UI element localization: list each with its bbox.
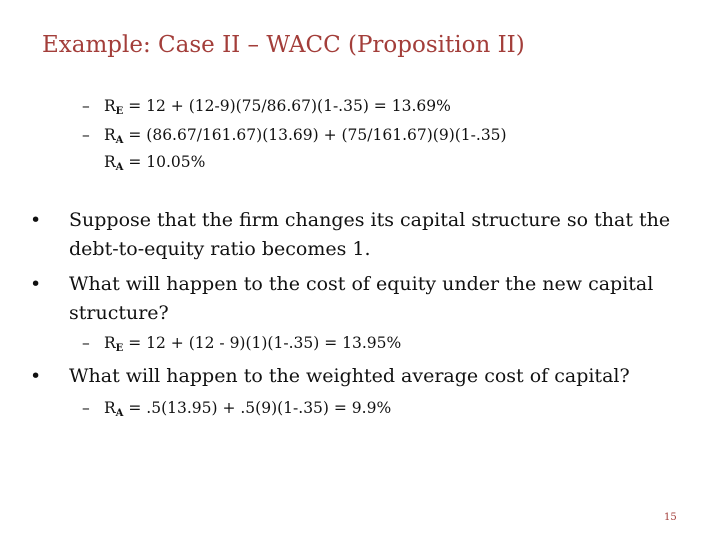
- symbol-r: R: [104, 97, 116, 115]
- page-number: 15: [664, 512, 677, 523]
- answer-wacc: [82, 399, 391, 419]
- subscript-a: A: [115, 135, 124, 146]
- subscript-e: E: [115, 343, 124, 354]
- dash-marker: –: [82, 334, 90, 352]
- bullet-marker: •: [30, 365, 42, 387]
- bullet-marker: •: [30, 273, 42, 295]
- calc-line-cost-of-equity: [82, 97, 451, 117]
- formula-text: = 10.05%: [123, 153, 206, 171]
- subscript-a: A: [115, 408, 124, 419]
- subscript-e: E: [115, 106, 124, 117]
- subscript-a: A: [115, 162, 124, 173]
- dash-marker: –: [82, 97, 90, 115]
- bullet-marker: •: [30, 209, 42, 231]
- answer-cost-of-equity: [82, 334, 401, 354]
- symbol-r: R: [104, 126, 116, 144]
- formula-text: = (86.67/161.67)(13.69) + (75/161.67)(9)(1-.35): [123, 126, 507, 144]
- symbol-r: R: [104, 399, 116, 417]
- dash-marker: –: [82, 126, 90, 144]
- calc-line-wacc-result: [82, 153, 205, 173]
- symbol-r: R: [104, 153, 116, 171]
- calc-line-wacc-formula: [82, 126, 507, 146]
- symbol-r: R: [104, 334, 116, 352]
- bullet-cost-of-equity-question: [30, 270, 690, 328]
- slide-title: Example: Case II – WACC (Proposition II): [42, 32, 525, 58]
- formula-text: = 12 + (12-9)(75/86.67)(1-.35) = 13.69%: [123, 97, 451, 115]
- bullet-text: What will happen to the cost of equity under the new capital structure?: [69, 273, 654, 324]
- bullet-wacc-question: [30, 362, 690, 391]
- bullet-text: What will happen to the weighted average cost of capital?: [69, 365, 630, 387]
- bullet-capital-structure-change: [30, 206, 690, 264]
- bullet-text: Suppose that the firm changes its capital structure so that the debt-to-equity ratio becomes 1.: [69, 209, 671, 260]
- formula-text: = .5(13.95) + .5(9)(1-.35) = 9.9%: [123, 399, 392, 417]
- dash-marker: –: [82, 399, 90, 417]
- formula-text: = 12 + (12 - 9)(1)(1-.35) = 13.95%: [123, 334, 402, 352]
